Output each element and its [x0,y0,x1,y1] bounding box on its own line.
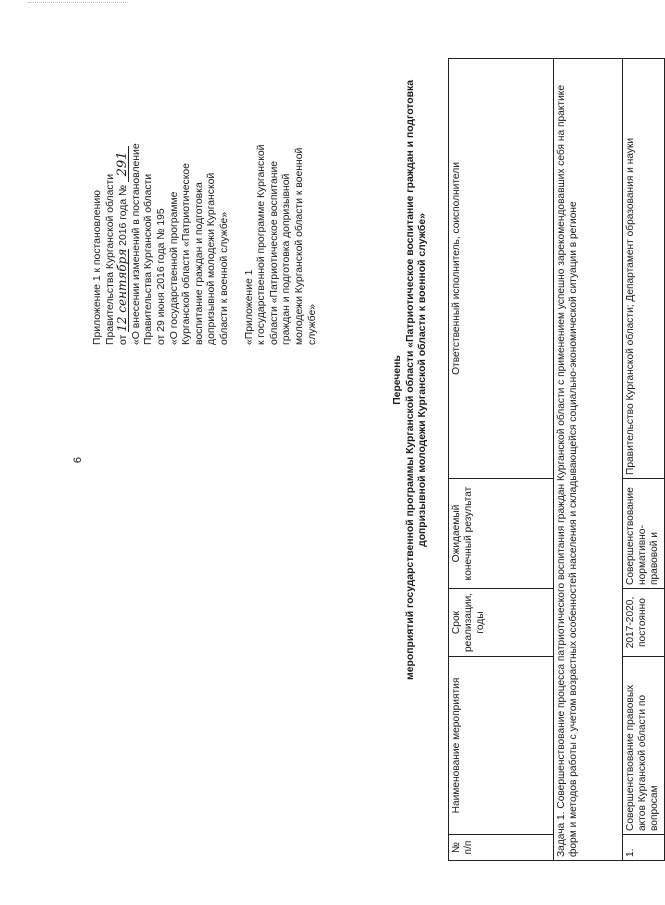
header-number: № п/п [449,835,554,861]
handwritten-number: 291 [117,146,129,182]
appendix-ref-line: молодежи Курганской области к военной [293,147,305,345]
appendix-line: области к военной службе» [218,211,230,345]
task-description: Задача 1. Совершенствование процесса патриотического воспитания граждан Курганской области с применением успешно зарекомендовавших себя на практике форм и методов работы с учетом возрастных особенностей населения и складывающейся социально-экономической ситуации в регионе [554,59,623,861]
appendix-line: «О государственной программе [168,191,180,345]
header-name: Наименование мероприятия [449,657,554,835]
header-term: Срок реализации, годы [449,589,554,657]
title-line: Перечень [392,355,403,405]
appendix-line: Приложение 1 к постановлению [92,190,103,345]
appendix-line: Курганской области «Патриотическое [181,163,193,345]
appendix-line: воспитание граждан и подготовка [193,182,205,345]
appendix-ref-line: «Приложение 1 [243,269,255,345]
header-result: Ожидаемый конечный результат [449,479,554,589]
table-row [623,59,665,861]
title-line: допризывной молодежи Курганской области к военной службе» [417,213,428,547]
appendix-line: Правительства Курганской области [143,173,155,345]
header-executor: Ответственный исполнитель, соисполнители [449,59,554,479]
document-title [392,30,430,730]
table-header-row [449,59,554,861]
appendix-line: Правительства Курганской области [104,173,116,345]
measures-table [448,58,665,861]
appendix-line: допризывной молодежи Курганской [206,172,218,345]
appendix-line: «О внесении изменений в постановление [130,143,142,345]
date-middle: 2016 года № [118,184,130,246]
appendix-header [92,45,319,345]
appendix-line: от 29 июня 2016 года № 195 [155,208,167,345]
appendix-ref-line: области «Патриотическое воспитание [268,160,280,345]
row-result: Совершенствование нормативно-правовой и [623,479,665,589]
appendix-ref-line: граждан и подготовка допризывной [281,173,293,345]
row-number: 1. [623,835,665,861]
appendix-date-line [117,45,131,345]
date-prefix: от [118,334,130,345]
row-term: 2017-2020, постоянно [623,589,665,657]
row-name: Совершенствование правовых актов Курганской области по вопросам [623,657,665,835]
row-executor: Правительство Курганской области; Департамент образования и науки [623,59,665,479]
page-number: 6 [72,456,84,464]
appendix-ref-line: службе» [306,303,318,345]
appendix-ref-line: к государственной программе Курганской [256,144,268,345]
handwritten-date: 12 сентября [115,248,130,332]
task-row [554,59,623,861]
title-line: мероприятий государственной программы Курганской области «Патриотическое воспитание граждан и подготовка [404,80,416,680]
